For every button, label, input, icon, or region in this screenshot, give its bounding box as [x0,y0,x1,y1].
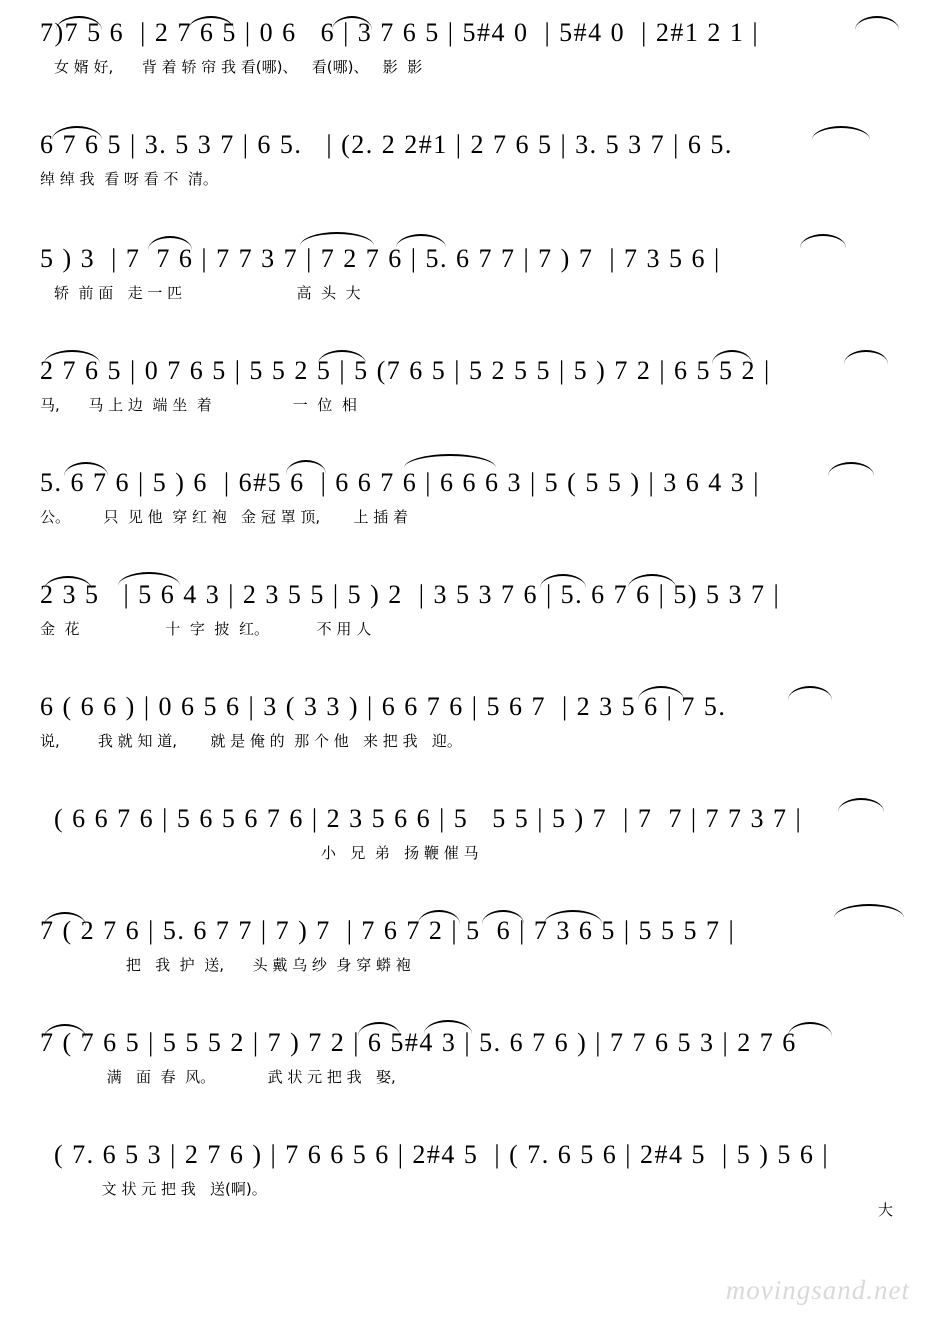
notation-line: 2 7 6 5 | 0 7 6 5 | 5 5 2 5 | 5 (7 6 5 | 5 2 5 5 | 5 ) 7 2 | 6 5 5 2 | [40,356,771,385]
lyrics-line: 马, 马 上 边 端 坐 着 一 位 相 [40,396,357,414]
music-system [0,1006,928,1118]
slur-arc [404,454,496,468]
slur-arc [712,350,752,364]
slur-arc [788,686,832,700]
notation-line: 5 ) 3 | 7 7 6 | 7 7 3 7 | 7 2 7 6 | 5. 6 7 7 | 7 ) 7 | 7 3 5 6 | [40,244,721,273]
notation-line: 7)7 5 6 | 2 7 6 5 | 0 6 6 | 3 7 6 5 | 5#4 0 | 5#4 0 | 2#1 2 1 | [40,18,760,47]
lyrics-line: 把 我 护 送, 头 戴 乌 纱 身 穿 蟒 袍 [40,956,411,974]
slur-arc [540,574,586,588]
slur-arc [788,1022,832,1036]
lyrics-line: 绰 绰 我 看 呀 看 不 清。 [40,170,218,188]
lyrics-line: 公。 只 见 他 穿 红 袍 金 冠 罩 顶, 上 插 着 [40,508,409,526]
slur-arc [544,910,602,924]
music-system [0,782,928,894]
slur-arc [828,462,874,476]
slur-arc [64,462,108,476]
slur-arc [844,350,888,364]
slur-arc [148,236,192,250]
slur-arc [318,350,366,364]
slur-arc [52,126,102,140]
slur-arc [396,234,446,248]
notation-line: 6 ( 6 6 ) | 0 6 5 6 | 3 ( 3 3 ) | 6 6 7 6 | 5 6 7 | 2 3 5 6 | 7 5. [40,692,727,721]
slur-arc [800,234,846,248]
music-system [0,1118,928,1230]
lyrics-line: 说, 我 就 知 道, 就 是 俺 的 那 个 他 来 把 我 迎。 [40,732,462,750]
watermark: movingsand.net [725,1275,910,1305]
slur-arc [424,1020,472,1034]
music-system [0,218,928,334]
lyrics-line: 小 兄 弟 扬 鞭 催 马 [54,844,479,862]
slur-arc [118,572,180,586]
music-system [0,0,928,108]
slur-arc [286,460,326,474]
music-system [0,894,928,1006]
slur-arc [300,232,374,246]
lyrics-line: 满 面 春 风。 武 状 元 把 我 娶, [40,1068,396,1086]
lyrics-line: 文 状 元 把 我 送(啊)。 [54,1180,267,1198]
trailing-lyric: 大 [878,1201,894,1219]
slur-arc [638,686,684,700]
slur-arc [44,576,92,590]
notation-line: 2 3 5 | 5 6 4 3 | 2 3 5 5 | 5 ) 2 | 3 5 3 7 6 | 5. 6 7 6 | 5) 5 3 7 | [40,580,781,609]
lyrics-line: 女 婿 好, 背 着 轿 帘 我 看(哪)、 看(哪)、 影 影 [54,58,423,76]
music-system [0,334,928,446]
music-system [0,670,928,782]
slur-arc [44,350,100,364]
lyrics-line: 轿 前 面 走 一 匹 高 头 大 [54,284,361,302]
notation-line: 7 ( 7 6 5 | 5 5 5 2 | 7 ) 7 2 | 6 5#4 3 | 5. 6 7 6 ) | 7 7 6 5 3 | 2 7 6 [40,1028,797,1057]
music-system [0,558,928,670]
music-system [0,446,928,558]
notation-line: ( 6 6 7 6 | 5 6 5 6 7 6 | 2 3 5 6 6 | 5 5 5 | 5 ) 7 | 7 7 | 7 7 3 7 | [54,804,803,833]
notation-line: 7 ( 2 7 6 | 5. 6 7 7 | 7 ) 7 | 7 6 7 2 | 5 6 | 7 3 6 5 | 5 5 5 7 | [40,916,736,945]
slur-arc [358,1022,400,1036]
slur-arc [834,904,904,918]
notation-line: 6 7 6 5 | 3. 5 3 7 | 6 5. | (2. 2 2#1 | 2 7 6 5 | 3. 5 3 7 | 6 5. [40,130,733,159]
slur-arc [812,126,870,140]
lyrics-line: 金 花 十 字 披 红。 不 用 人 [40,620,372,638]
notation-line: 5. 6 7 6 | 5 ) 6 | 6#5 6 | 6 6 7 6 | 6 6 6 3 | 5 ( 5 5 ) | 3 6 4 3 | [40,468,760,497]
slur-arc [44,912,86,926]
notation-line: ( 7. 6 5 3 | 2 7 6 ) | 7 6 6 5 6 | 2#4 5 | ( 7. 6 5 6 | 2#4 5 | 5 ) 5 6 | [54,1140,830,1169]
music-system [0,108,928,218]
slur-arc [838,798,884,812]
slur-arc [628,574,676,588]
slur-arc [44,1024,86,1038]
slur-arc [482,910,524,924]
slur-arc [418,910,460,924]
